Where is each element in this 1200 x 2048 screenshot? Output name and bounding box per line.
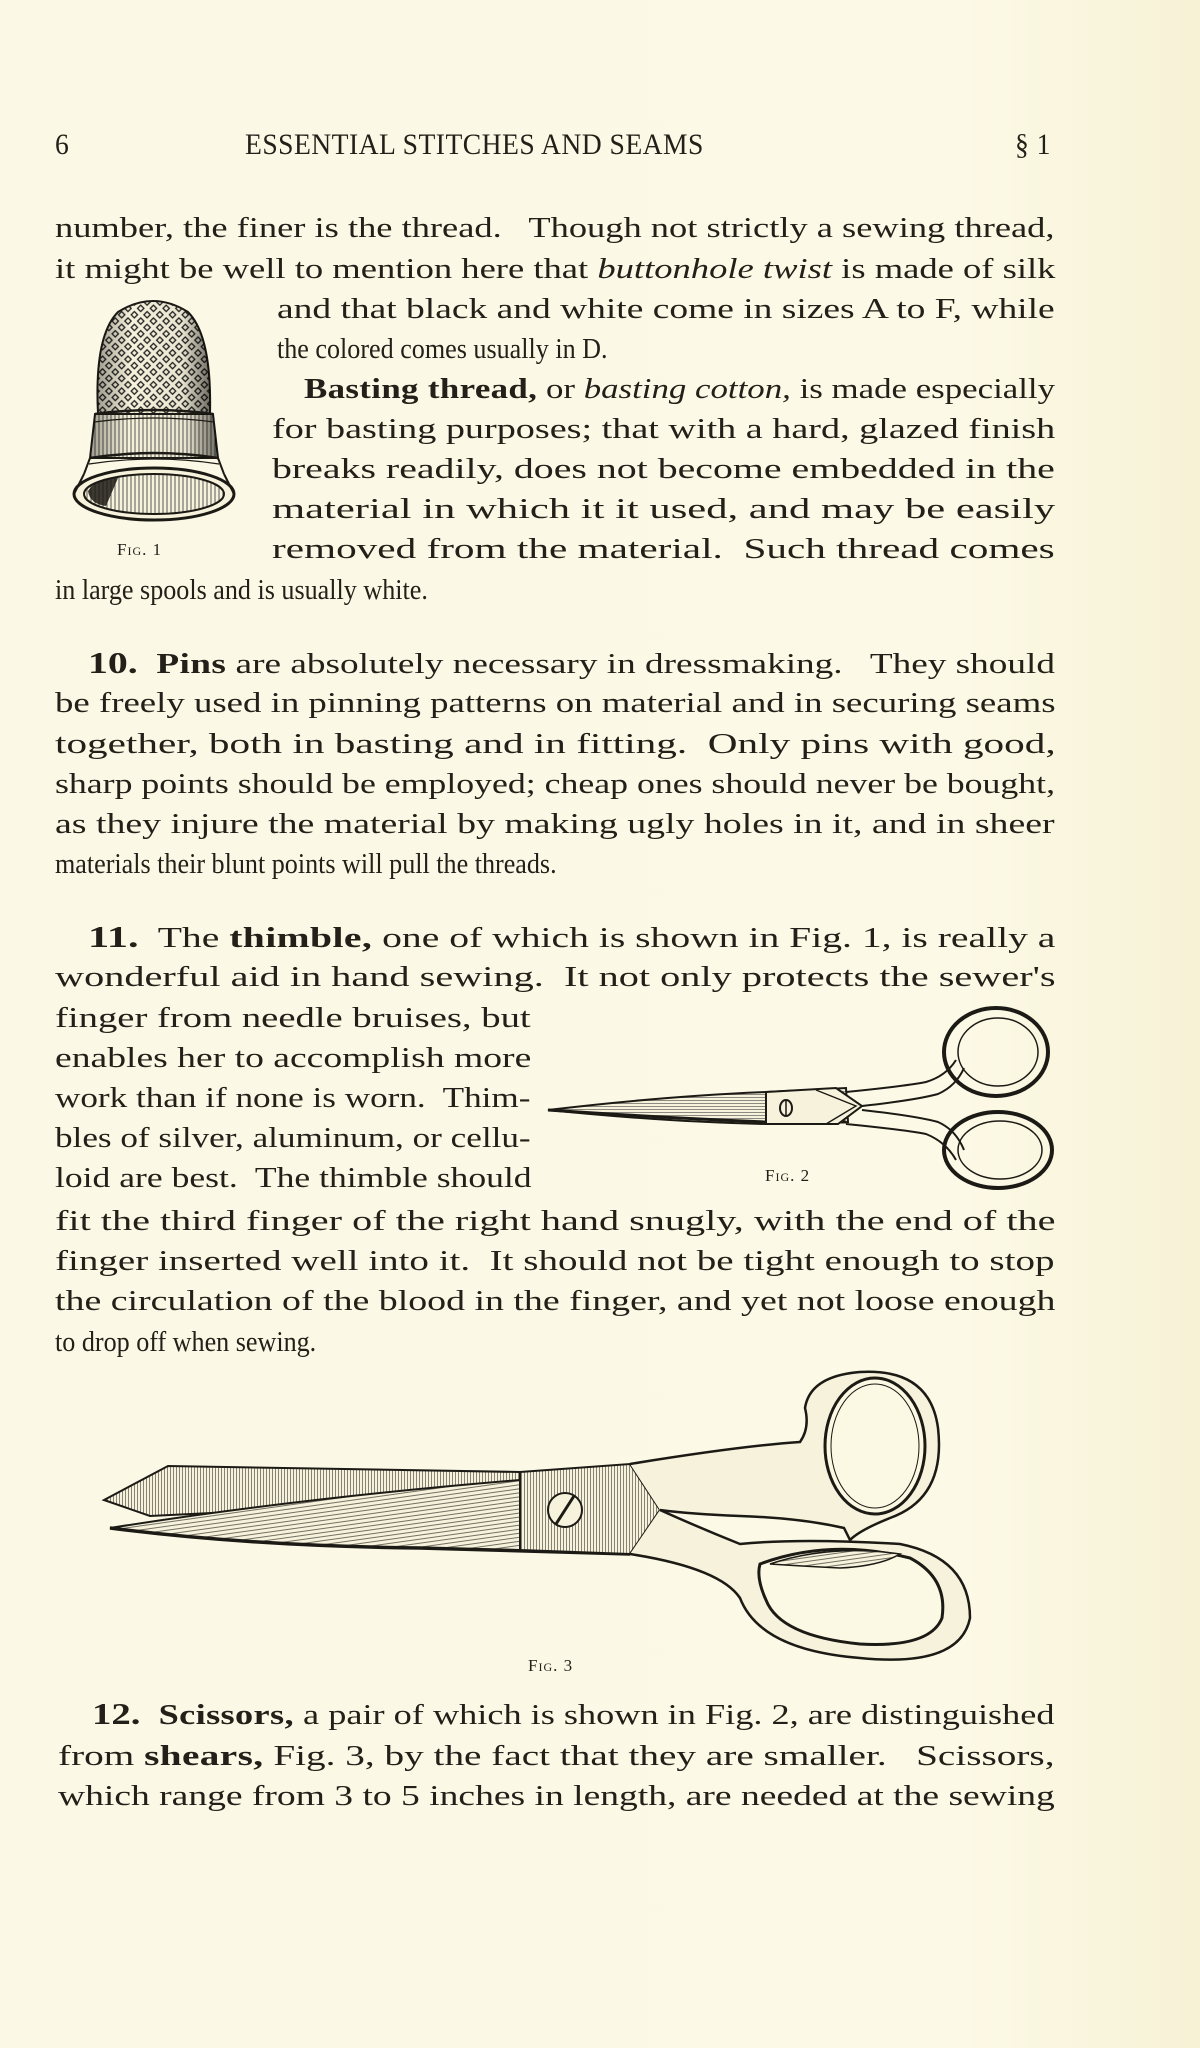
bold-term: Basting thread,: [304, 373, 538, 405]
shears-illustration: [100, 1368, 1010, 1663]
text-line: [55, 1121, 531, 1155]
text-line: [272, 532, 1055, 566]
paragraph-number: 11.: [88, 919, 139, 954]
italic-term: basting cotton,: [583, 373, 791, 405]
paragraph-11-first-line: [88, 920, 1055, 954]
small-scissors-illustration: [546, 1000, 1056, 1190]
line-text: are absolutely necessary in dressmaking. They should: [226, 648, 1056, 680]
bold-term: Scissors,: [158, 1699, 294, 1731]
line-text: bles of silver, aluminum, or cellu-: [55, 1122, 531, 1154]
line-text: wonderful aid in hand sewing. It not only protects the sewer's: [55, 961, 1056, 993]
line-text: sharp points should be employed; cheap ones should never be bought,: [55, 768, 1056, 800]
scissors-ring-bottom: [944, 1112, 1052, 1188]
line-text: is made especially: [790, 373, 1056, 405]
text-line: [55, 1041, 531, 1075]
text-line: [55, 1161, 532, 1195]
text-line: [272, 412, 1055, 446]
line-text: fit the third finger of the right hand snugly, with the end of the: [55, 1205, 1056, 1237]
line-text: removed from the material. Such thread comes: [272, 533, 1055, 565]
text-line: [55, 1204, 1055, 1238]
text-line: [272, 452, 1055, 486]
bold-term: shears,: [144, 1740, 264, 1772]
text-line: [277, 332, 608, 366]
line-text: The: [157, 922, 230, 954]
line-text: materials their blunt points will pull the threads.: [55, 848, 557, 880]
text-line: [55, 960, 1056, 994]
text-line: [55, 767, 1055, 801]
text-line: [55, 211, 1055, 245]
italic-term: buttonhole twist: [597, 253, 833, 285]
line-text: loid are best. The thimble should: [55, 1162, 532, 1194]
line-text: finger inserted well into it. It should not be tight enough to stop: [55, 1245, 1055, 1277]
text-line: [55, 1081, 530, 1115]
line-text: enables her to accomplish more: [55, 1042, 532, 1074]
line-text: to drop off when sewing.: [55, 1326, 317, 1358]
text-line: [277, 292, 1055, 326]
line-text: for basting purposes; that with a hard, glazed finish: [272, 413, 1056, 445]
line-text: as they injure the material by making ugly holes in it, and in sheer: [55, 808, 1055, 840]
line-text: or: [537, 373, 584, 405]
line-text: Fig. 3, by the fact that they are smaller. Scissors,: [263, 1740, 1055, 1772]
text-line: [55, 1244, 1055, 1278]
line-text: a pair of which is shown in Fig. 2, are distinguished: [293, 1699, 1055, 1731]
text-line: [55, 686, 1056, 720]
line-text: it might be well to mention here that: [55, 253, 598, 285]
line-text: number, the finer is the thread. Though not strictly a sewing thread,: [55, 212, 1055, 244]
line-text: finger from needle bruises, but: [55, 1002, 531, 1034]
text-line: [55, 252, 1055, 286]
text-line: [272, 492, 1055, 526]
bold-term: Pins: [156, 648, 227, 680]
line-text: from: [58, 1740, 145, 1772]
text-line: [55, 573, 428, 607]
text-line: [304, 372, 1055, 406]
scissors-ring-top: [944, 1008, 1048, 1096]
line-text: in large spools and is usually white.: [55, 574, 428, 606]
text-line: [55, 1001, 531, 1035]
bold-term: thimble,: [229, 922, 373, 954]
text-line: [55, 847, 557, 881]
running-title: ESSENTIAL STITCHES AND SEAMS: [245, 128, 704, 161]
thimble-illustration: [58, 296, 248, 526]
text-line: [55, 1325, 316, 1359]
figure-caption-2: Fig. 2: [765, 1166, 811, 1185]
text-line: [55, 727, 1056, 761]
text-line: [58, 1779, 1055, 1813]
line-text: and that black and white come in sizes A to F, while: [277, 293, 1055, 325]
line-text: one of which is shown in Fig. 1, is really a: [372, 922, 1056, 954]
line-text: the colored comes usually in D.: [277, 333, 608, 365]
text-line: [58, 1739, 1055, 1773]
text-line: [55, 1284, 1055, 1318]
page-number: 6: [55, 128, 70, 161]
line-text: which range from 3 to 5 inches in length, are needed at the sewing: [58, 1780, 1055, 1812]
shears-ring-top: [825, 1378, 925, 1514]
section-mark: § 1: [1015, 128, 1051, 161]
paragraph-number: 12.: [92, 1696, 141, 1731]
text-line: [55, 807, 1055, 841]
line-text: work than if none is worn. Thim-: [55, 1082, 531, 1114]
figure-caption-3: Fig. 3: [528, 1656, 574, 1675]
line-text: material in which it it used, and may be easily: [272, 493, 1056, 525]
line-text: the circulation of the blood in the finger, and yet not loose enough: [55, 1285, 1056, 1317]
paragraph-number: 10.: [88, 645, 138, 680]
line-text: is made of silk: [832, 253, 1056, 285]
line-text: be freely used in pinning patterns on material and in securing seams: [55, 687, 1056, 719]
line-text: breaks readily, does not become embedded in the: [272, 453, 1055, 485]
paragraph-10-first-line: [88, 646, 1055, 680]
paragraph-12-first-line: [92, 1697, 1055, 1731]
line-text: together, both in basting and in fitting. Only pins with good,: [55, 728, 1056, 760]
figure-caption-1: Fig. 1: [117, 540, 163, 559]
